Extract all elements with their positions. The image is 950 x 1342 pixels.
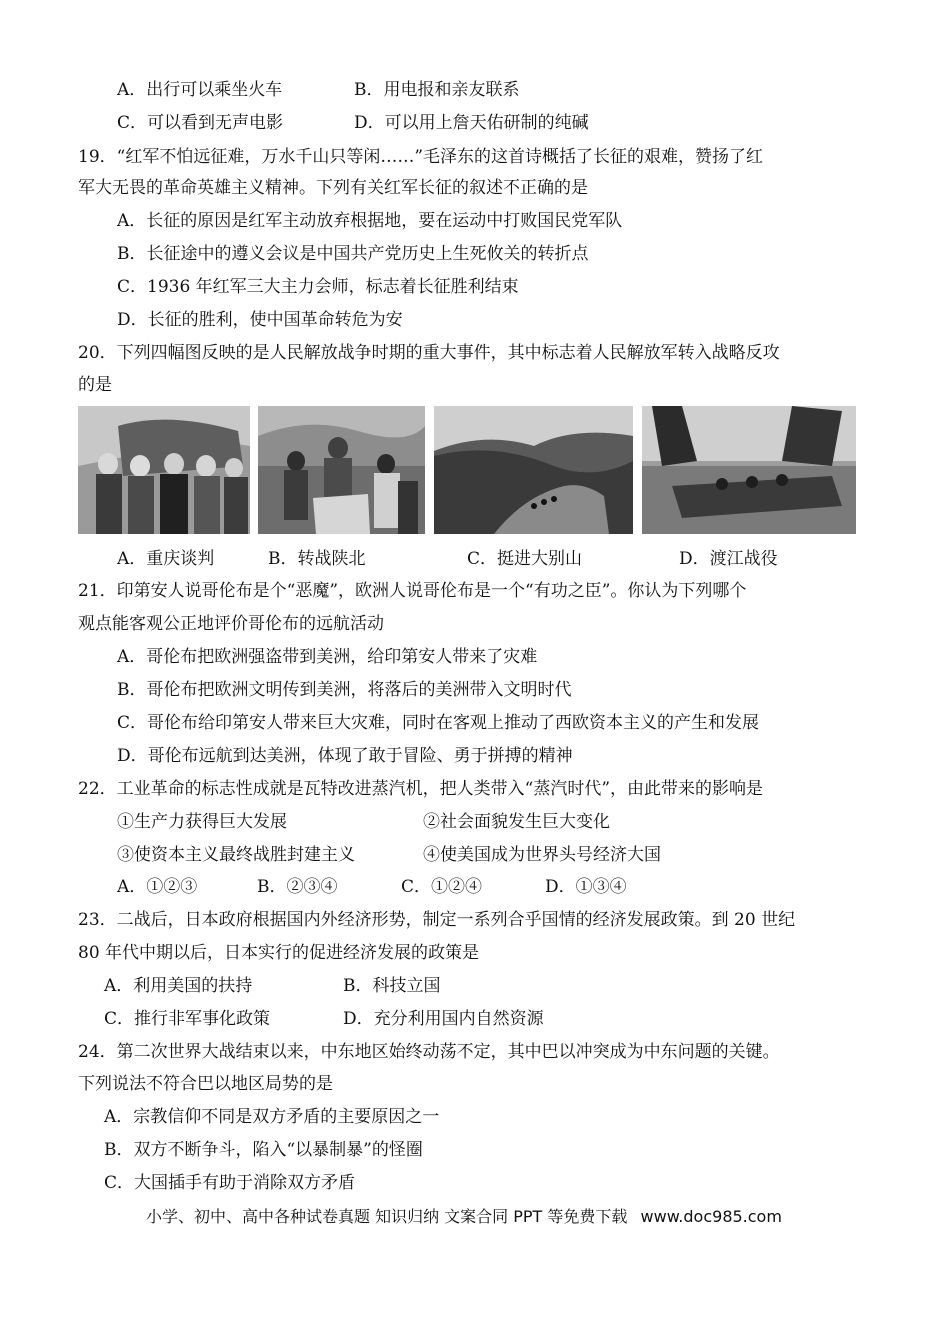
- q21-option-c: C．哥伦布给印第安人带来巨大灾难，同时在客观上推动了西欧资本主义的产生和发展: [117, 713, 760, 733]
- q21-stem-line1: 21．印第安人说哥伦布是个“恶魔”，欧洲人说哥伦布是一个“有功之臣”。你认为下列哪个: [78, 581, 747, 601]
- q21-option-a: A．哥伦布把欧洲强盗带到美洲，给印第安人带来了灾难: [117, 647, 538, 667]
- q23-option-a: A．利用美国的扶持: [104, 976, 253, 996]
- q21-stem-line2: 观点能客观公正地评价哥伦布的远航活动: [78, 614, 384, 634]
- q24-option-c: C．大国插手有助于消除双方矛盾: [104, 1173, 356, 1193]
- q23-option-d: D．充分利用国内自然资源: [343, 1009, 544, 1029]
- q18-option-b: B．用电报和亲友联系: [354, 80, 520, 100]
- q20-option-b: B．转战陕北: [268, 549, 366, 569]
- q18-option-c: C．可以看到无声电影: [117, 113, 284, 133]
- q24-stem-line2: 下列说法不符合巴以地区局势的是: [78, 1074, 333, 1094]
- q19-stem-line1: 19．“红军不怕远征难，万水千山只等闲……”毛泽东的这首诗概括了长征的艰难，赞扬了红: [78, 147, 764, 167]
- q22-option-c: C．①②④: [401, 877, 483, 897]
- photo-dabie-mountains: [434, 406, 633, 534]
- photo-northern-shaanxi: [258, 406, 425, 534]
- page-footer: [146, 1206, 782, 1228]
- q22-option-a: A．①②③: [117, 877, 198, 897]
- q19-option-a: A．长征的原因是红军主动放弃根据地，要在运动中打败国民党军队: [117, 211, 623, 231]
- q19-option-b: B．长征途中的遵义会议是中国共产党历史上生死攸关的转折点: [117, 244, 589, 264]
- q18-option-a: A．出行可以乘坐火车: [117, 80, 283, 100]
- q23-option-c: C．推行非军事化政策: [104, 1009, 271, 1029]
- q18-option-d: D．可以用上詹天佑研制的纯碱: [354, 113, 589, 133]
- q24-stem-line1: 24．第二次世界大战结束以来，中东地区始终动荡不定，其中巴以冲突成为中东问题的关键。: [78, 1042, 780, 1062]
- q23-stem-line2: 80 年代中期以后，日本实行的促进经济发展的政策是: [78, 943, 480, 963]
- q19-stem-line2: 军大无畏的革命英雄主义精神。下列有关红军长征的叙述不正确的是: [78, 178, 588, 198]
- q22-option-d: D．①③④: [545, 877, 627, 897]
- q20-stem-line2: 的是: [78, 375, 112, 395]
- footer-text: 小学、初中、高中各种试卷真题 知识归纳 文案合同 PPT 等免费下载: [146, 1207, 628, 1226]
- q22-item-3: ③使资本主义最终战胜封建主义: [117, 845, 355, 865]
- q21-option-b: B．哥伦布把欧洲文明传到美洲，将落后的美洲带入文明时代: [117, 680, 572, 700]
- footer-url[interactable]: www.doc985.com: [640, 1207, 782, 1226]
- q22-item-4: ④使美国成为世界头号经济大国: [423, 845, 661, 865]
- q19-option-c: C．1936 年红军三大主力会师，标志着长征胜利结束: [117, 277, 519, 297]
- q20-option-c: C．挺进大别山: [467, 549, 583, 569]
- photo-chongqing-negotiation: [78, 406, 250, 534]
- q23-option-b: B．科技立国: [343, 976, 441, 996]
- q23-stem-line1: 23．二战后，日本政府根据国内外经济形势，制定一系列合乎国情的经济发展政策。到 20 世纪: [78, 910, 796, 930]
- q22-stem-line1: 22．工业革命的标志性成就是瓦特改进蒸汽机，把人类带入“蒸汽时代”，由此带来的影响是: [78, 779, 764, 799]
- q22-option-b: B．②③④: [257, 877, 338, 897]
- q19-option-d: D．长征的胜利，使中国革命转危为安: [117, 310, 403, 330]
- q24-option-b: B．双方不断争斗，陷入“以暴制暴”的怪圈: [104, 1140, 423, 1160]
- q22-item-2: ②社会面貌发生巨大变化: [423, 812, 610, 832]
- q21-option-d: D．哥伦布远航到达美洲，体现了敢于冒险、勇于拼搏的精神: [117, 746, 573, 766]
- q20-option-a: A．重庆谈判: [117, 549, 215, 569]
- q20-option-d: D．渡江战役: [679, 549, 778, 569]
- q24-option-a: A．宗教信仰不同是双方矛盾的主要原因之一: [104, 1107, 440, 1127]
- q22-item-1: ①生产力获得巨大发展: [117, 812, 287, 832]
- q20-stem-line1: 20．下列四幅图反映的是人民解放战争时期的重大事件，其中标志着人民解放军转入战略反攻: [78, 343, 780, 363]
- photo-river-crossing: [642, 406, 856, 534]
